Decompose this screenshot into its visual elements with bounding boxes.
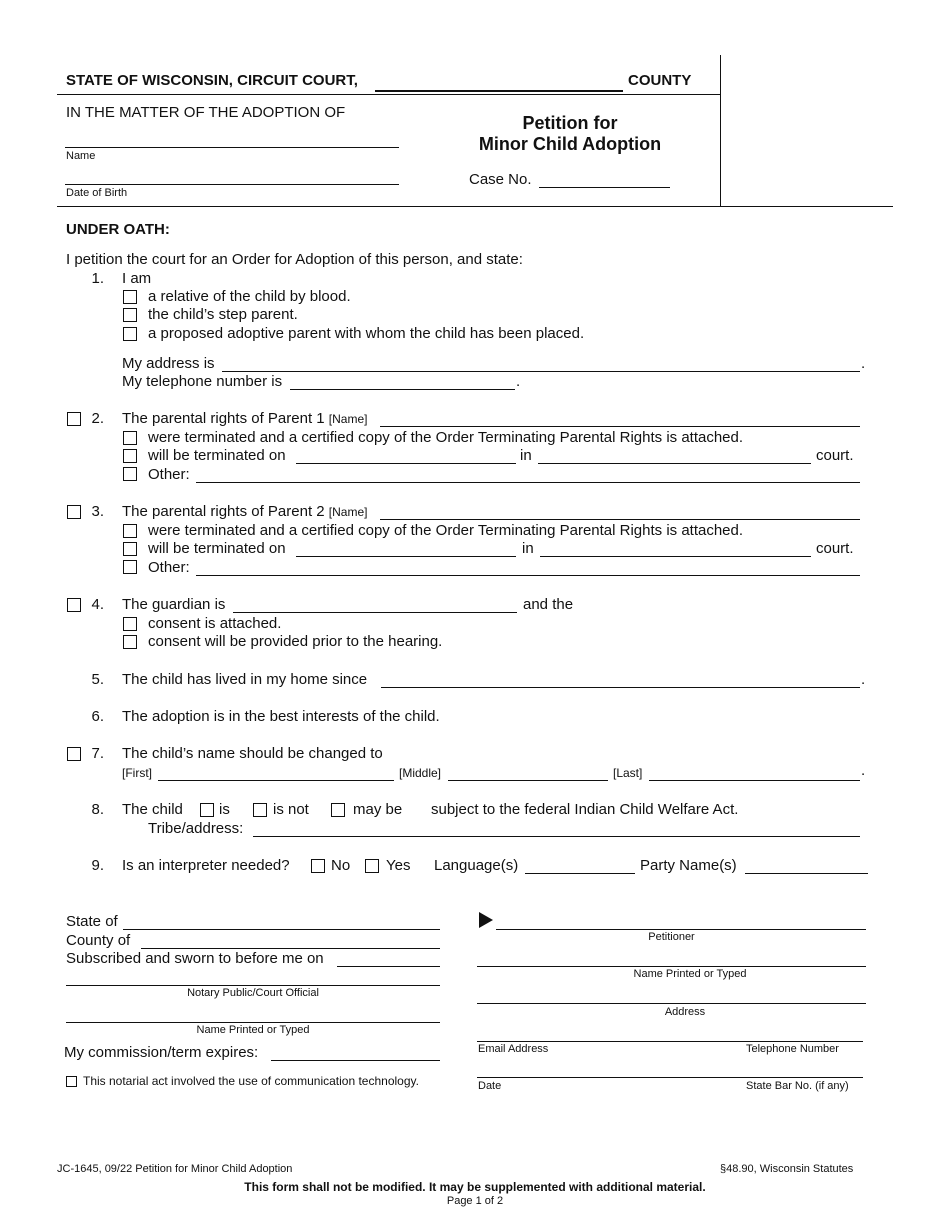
child-name-label: Name — [66, 150, 96, 162]
notary-signature-field[interactable] — [66, 969, 440, 986]
petitioner-email-phone-field[interactable] — [477, 1025, 863, 1042]
item8-label: The child — [122, 801, 183, 818]
item4-and-the: and the — [523, 596, 574, 613]
item4-number: 4. — [91, 596, 104, 613]
language-label: Language(s) — [434, 857, 519, 874]
bar-number-label: State Bar No. (if any) — [746, 1080, 849, 1092]
item3-will-terminate-label: will be terminated on — [148, 540, 286, 557]
interpreter-yes-label: Yes — [386, 857, 411, 874]
item2-label — [122, 410, 367, 427]
item5-label: The child has lived in my home since — [122, 671, 368, 688]
form-id: JC-1645, 09/22 Petition for Minor Child Adoption — [57, 1163, 293, 1175]
matter-label: IN THE MATTER OF THE ADOPTION OF — [66, 104, 346, 121]
item6-number: 6. — [91, 708, 104, 725]
item3-court-label: court. — [816, 540, 854, 557]
footer-notice: This form shall not be modified. It may be supplemented with additional material. — [244, 1180, 706, 1194]
item8-number: 8. — [91, 801, 104, 818]
petitioner-signature-field[interactable] — [496, 913, 866, 930]
item7-label: The child’s name should be changed to — [122, 745, 383, 762]
interpreter-no-label: No — [331, 857, 351, 874]
item3-number: 3. — [91, 503, 104, 520]
notary-county-field[interactable] — [141, 932, 440, 949]
under-oath-heading: UNDER OATH: — [66, 221, 170, 238]
item2-will-terminate-label: will be terminated on — [148, 447, 286, 464]
phone-period: . — [516, 373, 521, 390]
item3-name-hint: [Name] — [328, 505, 368, 519]
commission-expiry-field[interactable] — [271, 1044, 440, 1061]
item2-other-checkbox[interactable] — [123, 467, 137, 481]
item3-label — [122, 503, 367, 520]
child-dob-label: Date of Birth — [66, 187, 128, 199]
county-label: COUNTY — [628, 72, 692, 89]
county-name-field[interactable] — [375, 74, 623, 92]
item5-period: . — [861, 671, 866, 688]
date-label: Date — [478, 1080, 502, 1092]
phone-field[interactable] — [290, 373, 515, 390]
telephone-label: Telephone Number — [746, 1043, 839, 1055]
subscribed-label: Subscribed and sworn to before me on — [66, 950, 324, 967]
tribe-address-field[interactable] — [253, 820, 860, 837]
item3-terminated-label: were terminated and a certified copy of the Order Terminating Parental Rights is attached. — [148, 522, 744, 539]
intro-text: I petition the court for an Order for Adoption of this person, and state: — [66, 251, 523, 268]
phone-label: My telephone number is — [122, 373, 283, 390]
child-dob-field[interactable] — [65, 168, 399, 185]
header-divider-right — [720, 55, 721, 206]
item3-in-label: in — [522, 540, 534, 557]
item3-checkbox[interactable] — [67, 505, 81, 519]
language-field[interactable] — [525, 857, 635, 874]
item2-in-label: in — [520, 447, 532, 464]
icwa-is-not-checkbox[interactable] — [253, 803, 267, 817]
address-label: My address is — [122, 355, 215, 372]
item4-consent-later-checkbox[interactable] — [123, 635, 137, 649]
party-name-label: Party Name(s) — [640, 857, 737, 874]
item4-consent-attached-label: consent is attached. — [148, 615, 282, 632]
item3-label-text: The parental rights of Parent 2 — [122, 503, 325, 520]
item5-number: 5. — [91, 671, 104, 688]
new-middle-name-field[interactable] — [448, 764, 608, 781]
lived-since-field[interactable] — [381, 671, 860, 688]
item4-label: The guardian is — [122, 596, 226, 613]
commission-label: My commission/term expires: — [64, 1044, 259, 1061]
tribe-label: Tribe/address: — [148, 820, 244, 837]
item1-label: I am — [122, 270, 152, 287]
new-first-name-field[interactable] — [158, 764, 394, 781]
item2-court-label: court. — [816, 447, 854, 464]
case-no-label: Case No. — [469, 171, 532, 188]
item1-adoptive-checkbox[interactable] — [123, 327, 137, 341]
item4-checkbox[interactable] — [67, 598, 81, 612]
comm-tech-checkbox[interactable] — [66, 1076, 77, 1087]
court-label: STATE OF WISCONSIN, CIRCUIT COURT, — [66, 72, 358, 89]
item3-will-terminate-checkbox[interactable] — [123, 542, 137, 556]
statute-reference: §48.90, Wisconsin Statutes — [720, 1163, 854, 1175]
icwa-is-not-label: is not — [273, 801, 309, 818]
item1-stepparent-label: the child’s step parent. — [148, 306, 298, 323]
petitioner-name-field[interactable] — [477, 950, 866, 967]
item9-label: Is an interpreter needed? — [122, 857, 290, 874]
parent1-name-field[interactable] — [380, 410, 860, 427]
item1-number: 1. — [91, 270, 104, 287]
item7-period: . — [861, 762, 866, 779]
petitioner-label: Petitioner — [648, 931, 695, 943]
icwa-is-checkbox[interactable] — [200, 803, 214, 817]
form-title-line1: Petition for — [522, 113, 618, 133]
item1-stepparent-checkbox[interactable] — [123, 308, 137, 322]
item2-court-field[interactable] — [538, 447, 811, 464]
item2-other-label: Other: — [148, 466, 190, 483]
signature-arrow-icon — [479, 912, 493, 928]
item2-label-text: The parental rights of Parent 1 — [122, 410, 325, 427]
notary-signature-label: Notary Public/Court Official — [187, 987, 319, 999]
child-name-field[interactable] — [65, 131, 399, 148]
party-name-field[interactable] — [745, 857, 868, 874]
petitioner-address-field[interactable] — [477, 987, 866, 1004]
icwa-subject-text: subject to the federal Indian Child Welfare Act. — [431, 801, 739, 818]
first-name-hint: [First] — [122, 766, 152, 780]
sworn-date-field[interactable] — [337, 950, 440, 967]
county-of-label: County of — [66, 932, 131, 949]
header-rule-bottom — [57, 206, 893, 207]
email-label: Email Address — [478, 1043, 549, 1055]
header-rule-top — [57, 94, 720, 95]
item3-other-field[interactable] — [196, 559, 860, 576]
comm-tech-label: This notarial act involved the use of communication technology. — [83, 1074, 419, 1088]
item2-will-terminate-checkbox[interactable] — [123, 449, 137, 463]
icwa-may-be-checkbox[interactable] — [331, 803, 345, 817]
item2-terminated-label: were terminated and a certified copy of the Order Terminating Parental Rights is attached. — [148, 429, 744, 446]
case-no-field[interactable] — [539, 171, 670, 188]
item3-other-label: Other: — [148, 559, 190, 576]
item1-relative-checkbox[interactable] — [123, 290, 137, 304]
item2-other-field[interactable] — [196, 466, 860, 483]
item1-relative-label: a relative of the child by blood. — [148, 288, 351, 305]
last-name-hint: [Last] — [613, 766, 643, 780]
new-last-name-field[interactable] — [649, 764, 860, 781]
item4-consent-later-label: consent will be provided prior to the hearing. — [148, 633, 443, 650]
page-number: Page 1 of 2 — [446, 1195, 504, 1207]
item2-terminated-checkbox[interactable] — [123, 431, 137, 445]
address-field[interactable] — [222, 355, 860, 372]
item2-checkbox[interactable] — [67, 412, 81, 426]
icwa-is-label: is — [219, 801, 230, 818]
interpreter-yes-checkbox[interactable] — [365, 859, 379, 873]
state-of-label: State of — [66, 913, 118, 930]
item3-terminated-checkbox[interactable] — [123, 524, 137, 538]
item9-number: 9. — [91, 857, 104, 874]
item2-termination-date-field[interactable] — [296, 447, 516, 464]
petitioner-name-label: Name Printed or Typed — [633, 968, 747, 980]
item4-consent-attached-checkbox[interactable] — [123, 617, 137, 631]
notary-name-field[interactable] — [66, 1006, 440, 1023]
item1-adoptive-label: a proposed adoptive parent with whom the child has been placed. — [148, 325, 585, 342]
item2-number: 2. — [91, 410, 104, 427]
middle-name-hint: [Middle] — [399, 766, 442, 780]
petitioner-date-bar-field[interactable] — [477, 1061, 863, 1078]
form-title-line2: Minor Child Adoption — [478, 134, 662, 154]
item3-court-field[interactable] — [540, 540, 811, 557]
parent2-name-field[interactable] — [380, 503, 860, 520]
guardian-name-field[interactable] — [233, 596, 517, 613]
item3-termination-date-field[interactable] — [296, 540, 516, 557]
address-period: . — [861, 355, 866, 372]
icwa-may-be-label: may be — [353, 801, 403, 818]
item7-checkbox[interactable] — [67, 747, 81, 761]
item2-name-hint: [Name] — [328, 412, 368, 426]
item6-label: The adoption is in the best interests of the child. — [122, 708, 440, 725]
interpreter-no-checkbox[interactable] — [311, 859, 325, 873]
item7-number: 7. — [91, 745, 104, 762]
notary-state-field[interactable] — [123, 913, 440, 930]
petitioner-address-label: Address — [664, 1006, 706, 1018]
notary-name-label: Name Printed or Typed — [196, 1024, 310, 1036]
item3-other-checkbox[interactable] — [123, 560, 137, 574]
